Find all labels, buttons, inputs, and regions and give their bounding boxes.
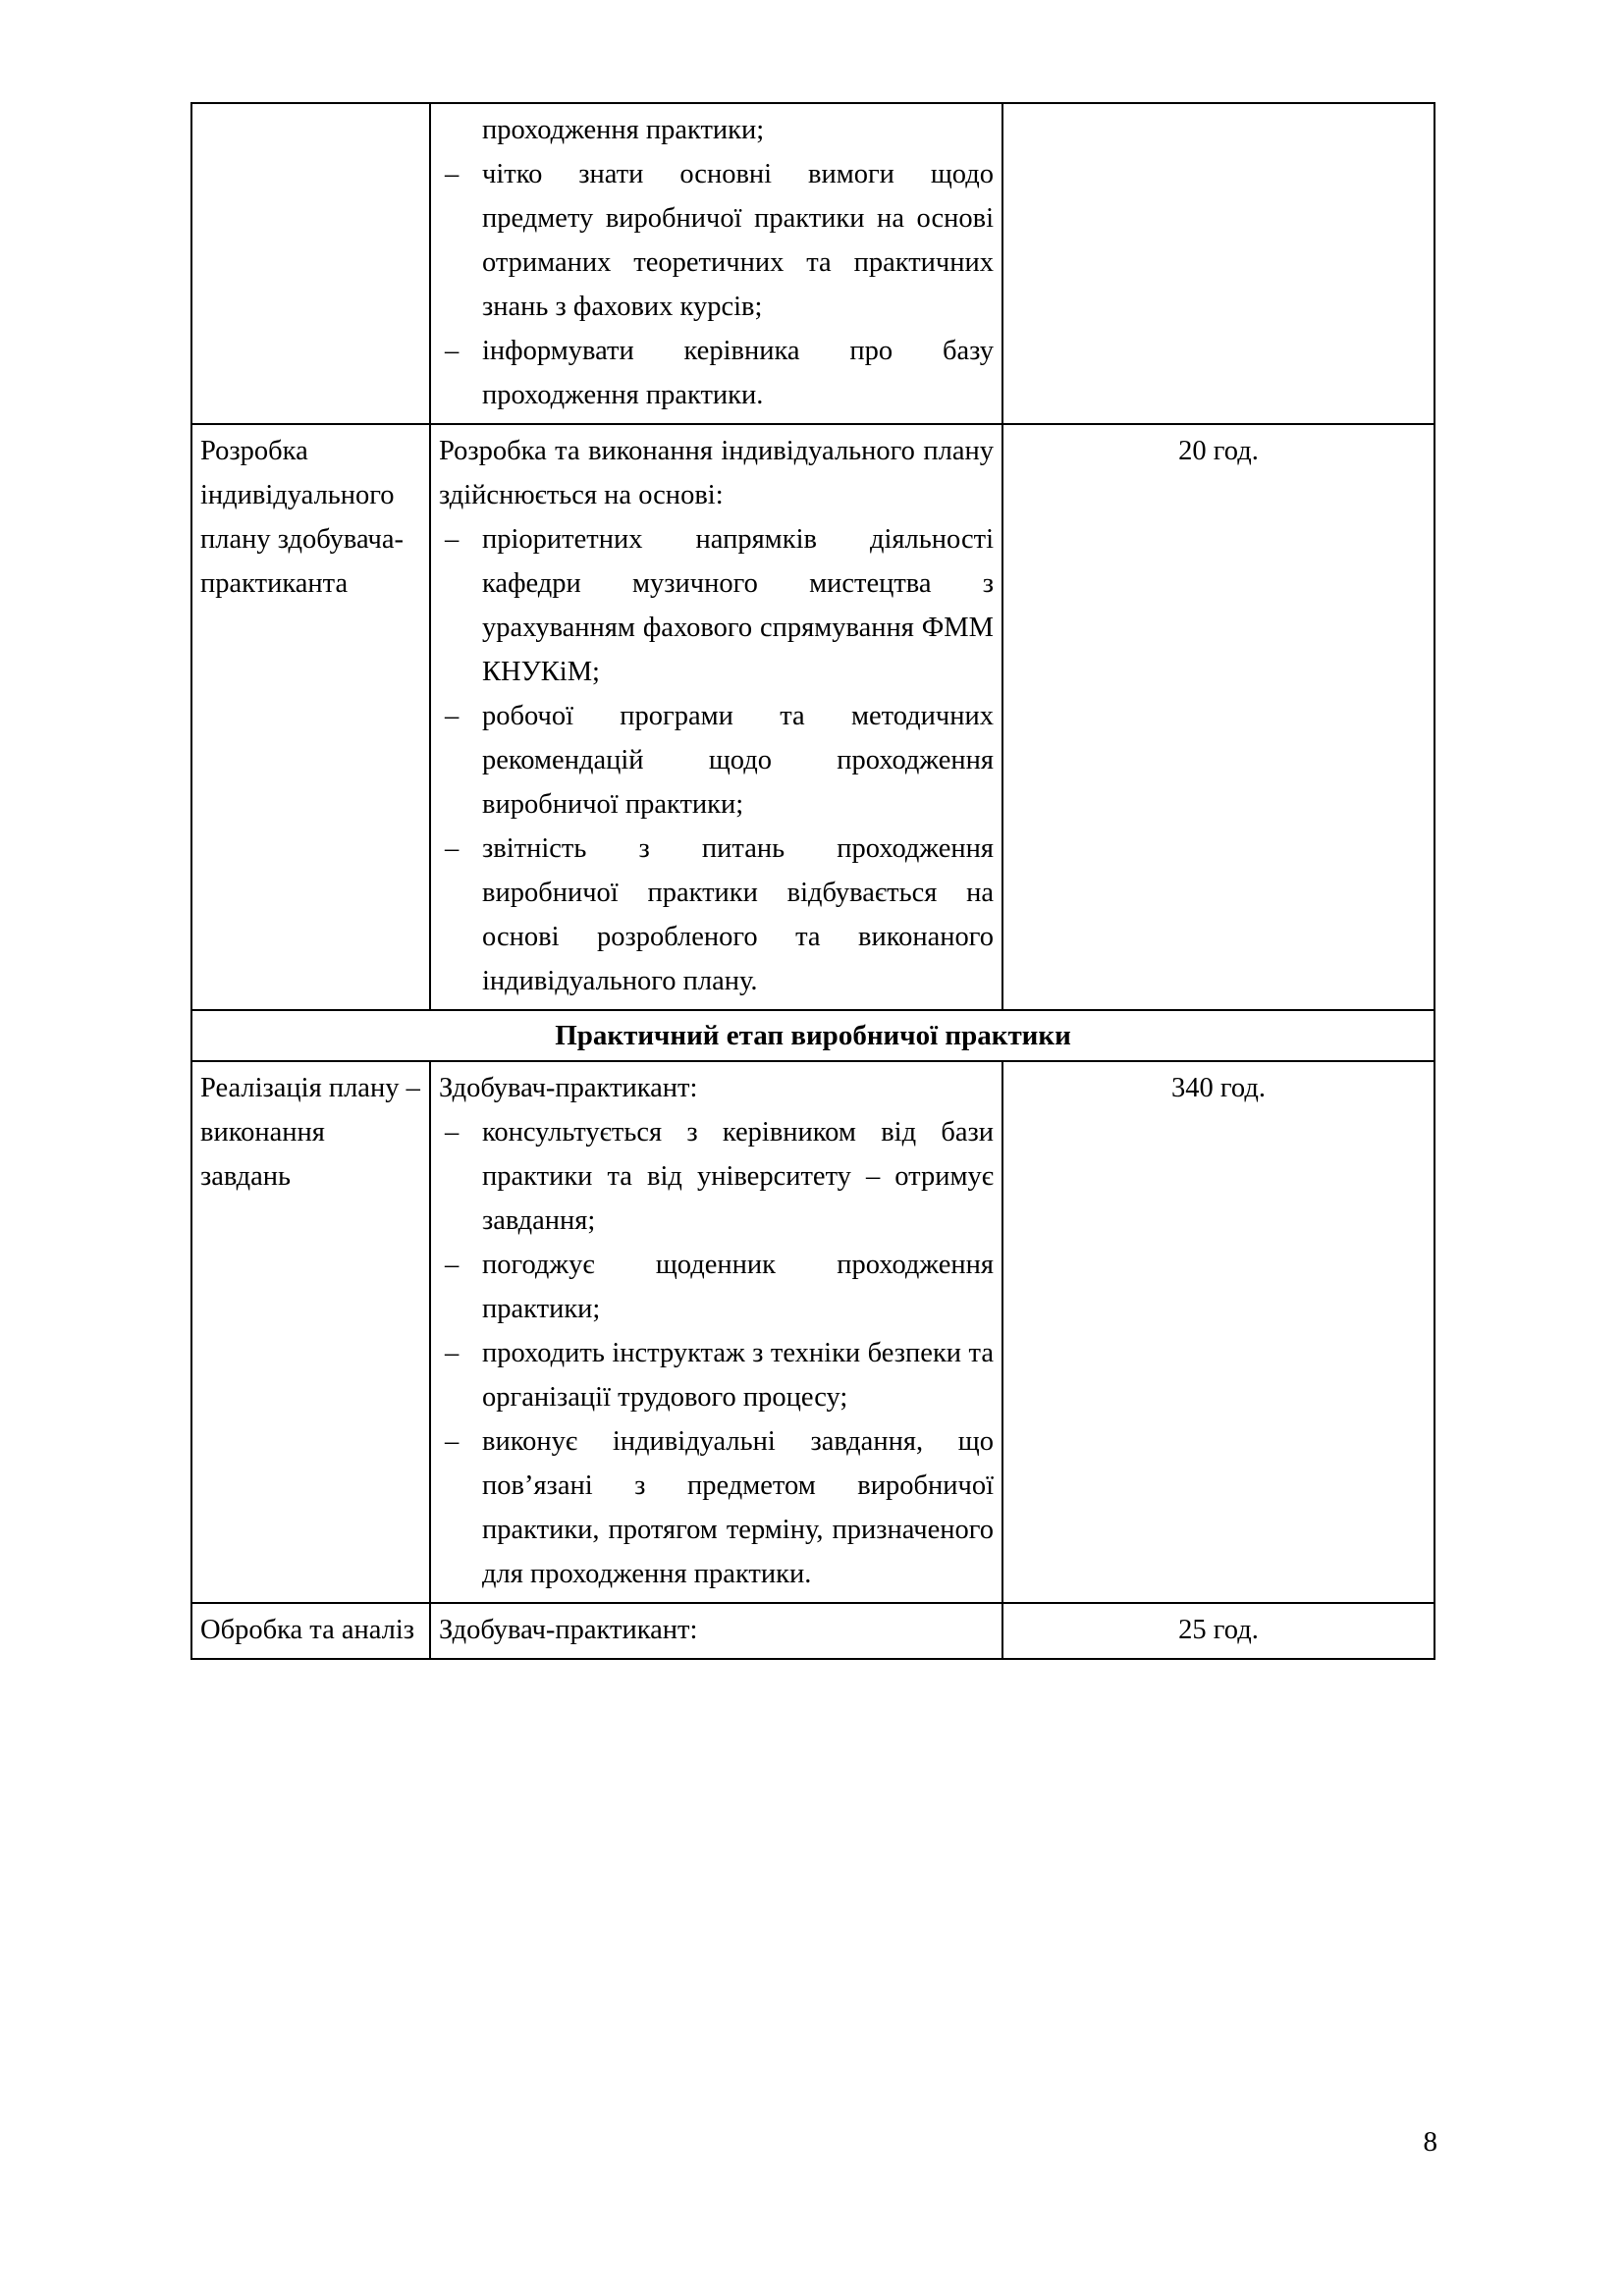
- table-row: [191, 1061, 1435, 1603]
- row-content-cell: [430, 1603, 1002, 1659]
- content-intro: Здобувач-практикант:: [439, 1073, 698, 1103]
- continued-text-line: проходження практики;: [482, 115, 765, 145]
- list-item: – чітко знати основні вимоги щодо предмету виробничої практики на основі отриманих теоретичних та практичних знань з фахових курсів;: [439, 152, 994, 329]
- row-content-cell: [430, 103, 1002, 424]
- row-hours-cell: [1002, 1061, 1435, 1603]
- stage-header-cell: [191, 1010, 1435, 1061]
- row-label-text: Розробка індивідуального плану здобувача-практиканта: [200, 436, 404, 599]
- row-hours-cell: [1002, 1603, 1435, 1659]
- dash-list: [439, 1110, 994, 1596]
- table-row: [191, 1603, 1435, 1659]
- content-intro: Розробка та виконання індивідуального плану здійснюється на основі:: [439, 436, 994, 510]
- row-content-cell: [430, 1061, 1002, 1603]
- practice-stages-table: [190, 102, 1435, 1660]
- hours-value: 340 год.: [1171, 1073, 1266, 1103]
- list-item: – проходить інструктаж з техніки безпеки та організації трудового процесу;: [439, 1331, 994, 1419]
- row-hours-cell: [1002, 424, 1435, 1010]
- list-item: – консультується з керівником від бази практики та від університету – отримує завдання;: [439, 1110, 994, 1243]
- hours-value: 25 год.: [1178, 1615, 1259, 1645]
- hours-value: 20 год.: [1178, 436, 1259, 466]
- row-label-text: Реалізація плану – виконання завдань: [200, 1073, 420, 1192]
- stage-header-title: Практичний етап виробничої практики: [555, 1020, 1071, 1051]
- list-item: – пріоритетних напрямків діяльності кафедри музичного мистецтва з урахуванням фахового спрямування ФММ КНУКіМ;: [439, 517, 994, 694]
- row-content-cell: [430, 424, 1002, 1010]
- row-label-cell: [191, 1061, 430, 1603]
- row-label-cell: [191, 424, 430, 1010]
- list-item: – звітність з питань проходження виробничої практики відбувається на основі розробленого та виконаного індивідуального плану.: [439, 827, 994, 1003]
- list-item: – погоджує щоденник проходження практики;: [439, 1243, 994, 1331]
- row-label-text: Обробка та аналіз: [200, 1615, 415, 1645]
- dash-list: [439, 152, 994, 417]
- stage-header-row: [191, 1010, 1435, 1061]
- row-label-cell: [191, 103, 430, 424]
- content-intro: Здобувач-практикант:: [439, 1615, 698, 1645]
- table-row: [191, 424, 1435, 1010]
- list-item: – виконує індивідуальні завдання, що пов’язані з предметом виробничої практики, протягом терміну, призначеного для проходження практики.: [439, 1419, 994, 1596]
- row-label-cell: [191, 1603, 430, 1659]
- dash-list: [439, 517, 994, 1003]
- row-hours-cell: [1002, 103, 1435, 424]
- list-item: – інформувати керівника про базу проходження практики.: [439, 329, 994, 417]
- table-row: [191, 103, 1435, 424]
- list-item: – робочої програми та методичних рекомендацій щодо проходження виробничої практики;: [439, 694, 994, 827]
- page-number: 8: [1423, 2126, 1437, 2158]
